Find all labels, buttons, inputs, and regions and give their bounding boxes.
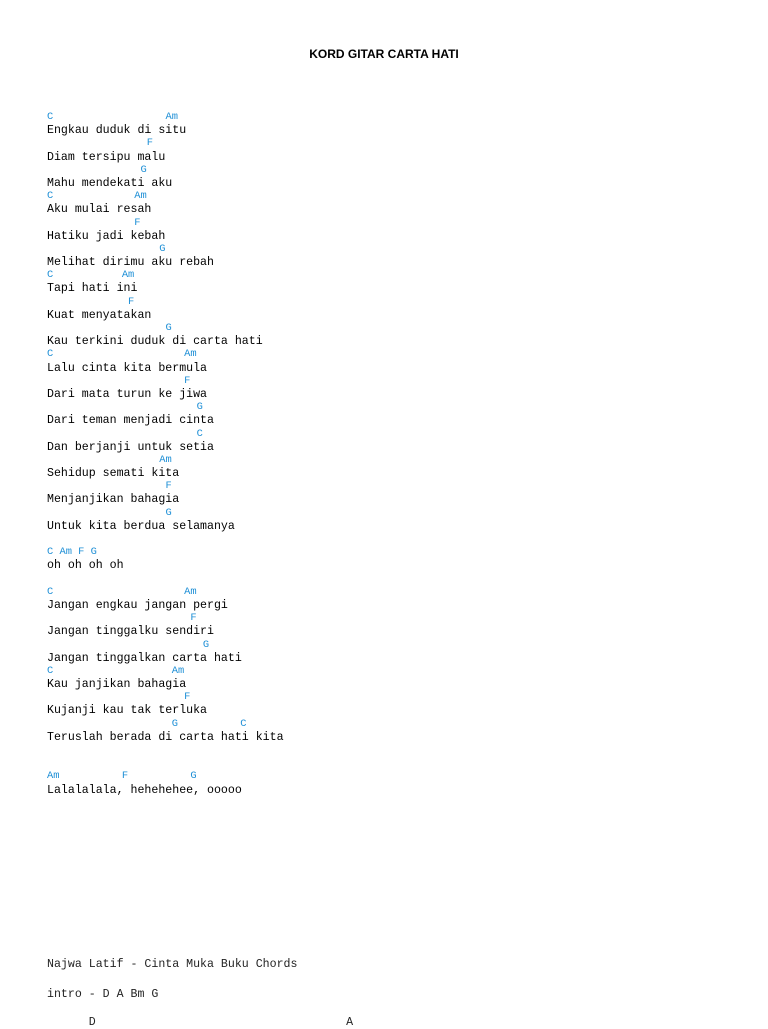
lyric-line: Tapi hati ini — [47, 282, 138, 296]
chord-line: Am — [47, 453, 172, 466]
partial-chord-line: D A — [47, 1016, 354, 1029]
chord-line: Am F G — [47, 770, 197, 783]
document-title: KORD GITAR CARTA HATI — [309, 47, 459, 61]
chord-line: F — [47, 137, 154, 150]
lyric-line: Diam tersipu malu — [47, 150, 166, 164]
blank-line — [47, 533, 284, 546]
chord-line: F — [47, 691, 191, 704]
lyric-line: Menjanjikan bahagia — [47, 493, 180, 507]
chord-line: G — [47, 322, 172, 334]
chord-line: G — [47, 163, 147, 176]
lyric-line: Jangan engkau jangan pergi — [47, 598, 228, 612]
chord-line: C — [47, 427, 203, 440]
lyric-line: Untuk kita berdua selamanya — [47, 519, 235, 533]
lyric-line: Mahu mendekati aku — [47, 176, 173, 190]
chord-line: G — [47, 506, 172, 519]
lyric-line: Kau janjikan bahagia — [47, 678, 187, 692]
chord-sheet — [47, 111, 284, 797]
lyric-line: Jangan tinggalkan carta hati — [47, 651, 242, 665]
lyric-line: Dari mata turun ke jiwa — [47, 387, 208, 401]
chord-line: C Am F G — [47, 546, 97, 559]
chord-line: F — [47, 295, 135, 308]
chord-line: F — [47, 216, 141, 229]
blank-line — [47, 573, 284, 586]
lyric-line: Jangan tinggalku sendiri — [47, 625, 214, 639]
lyric-line: Dari teman menjadi cinta — [47, 414, 214, 428]
lyric-line: Lalu cinta kita bermula — [47, 361, 208, 375]
blank-line — [47, 757, 284, 770]
intro-line: intro - D A Bm G — [47, 988, 159, 1001]
lyric-line: Hatiku jadi kebah — [47, 229, 166, 243]
chord-line: C Am — [47, 664, 185, 677]
chord-line: F — [47, 480, 172, 493]
lyric-line: Aku mulai resah — [47, 203, 152, 217]
chord-line: F — [47, 374, 191, 387]
chord-line: G C — [47, 717, 247, 730]
chord-line: G — [47, 401, 203, 414]
lyric-line: Kujanji kau tak terluka — [47, 704, 208, 718]
chord-line: G — [47, 242, 166, 255]
lyric-line: Engkau duduk di situ — [47, 124, 187, 138]
chord-line: F — [47, 612, 197, 625]
chord-line: C Am — [47, 190, 147, 203]
chord-line: C Am — [47, 585, 197, 598]
chord-line: C Am — [47, 348, 197, 361]
lyric-line: Lalalalala, hehehehee, ooooo — [47, 783, 242, 797]
chord-line: G — [47, 638, 210, 651]
lyric-line: Kuat menyatakan — [47, 308, 152, 322]
lyric-line: Melihat dirimu aku rebah — [47, 256, 214, 270]
lyric-line: Sehidup semati kita — [47, 467, 180, 481]
lyric-line: Dan berjanji untuk setia — [47, 440, 214, 454]
lyric-line: oh oh oh oh — [47, 559, 124, 573]
chord-line: C Am — [47, 269, 135, 282]
lyric-line: Kau terkini duduk di carta hati — [47, 335, 263, 349]
lyric-line: Teruslah berada di carta hati kita — [47, 730, 284, 744]
blank-line — [47, 744, 284, 757]
chord-line: C Am — [47, 111, 178, 123]
second-song-title: Najwa Latif - Cinta Muka Buku Chords — [47, 958, 298, 971]
